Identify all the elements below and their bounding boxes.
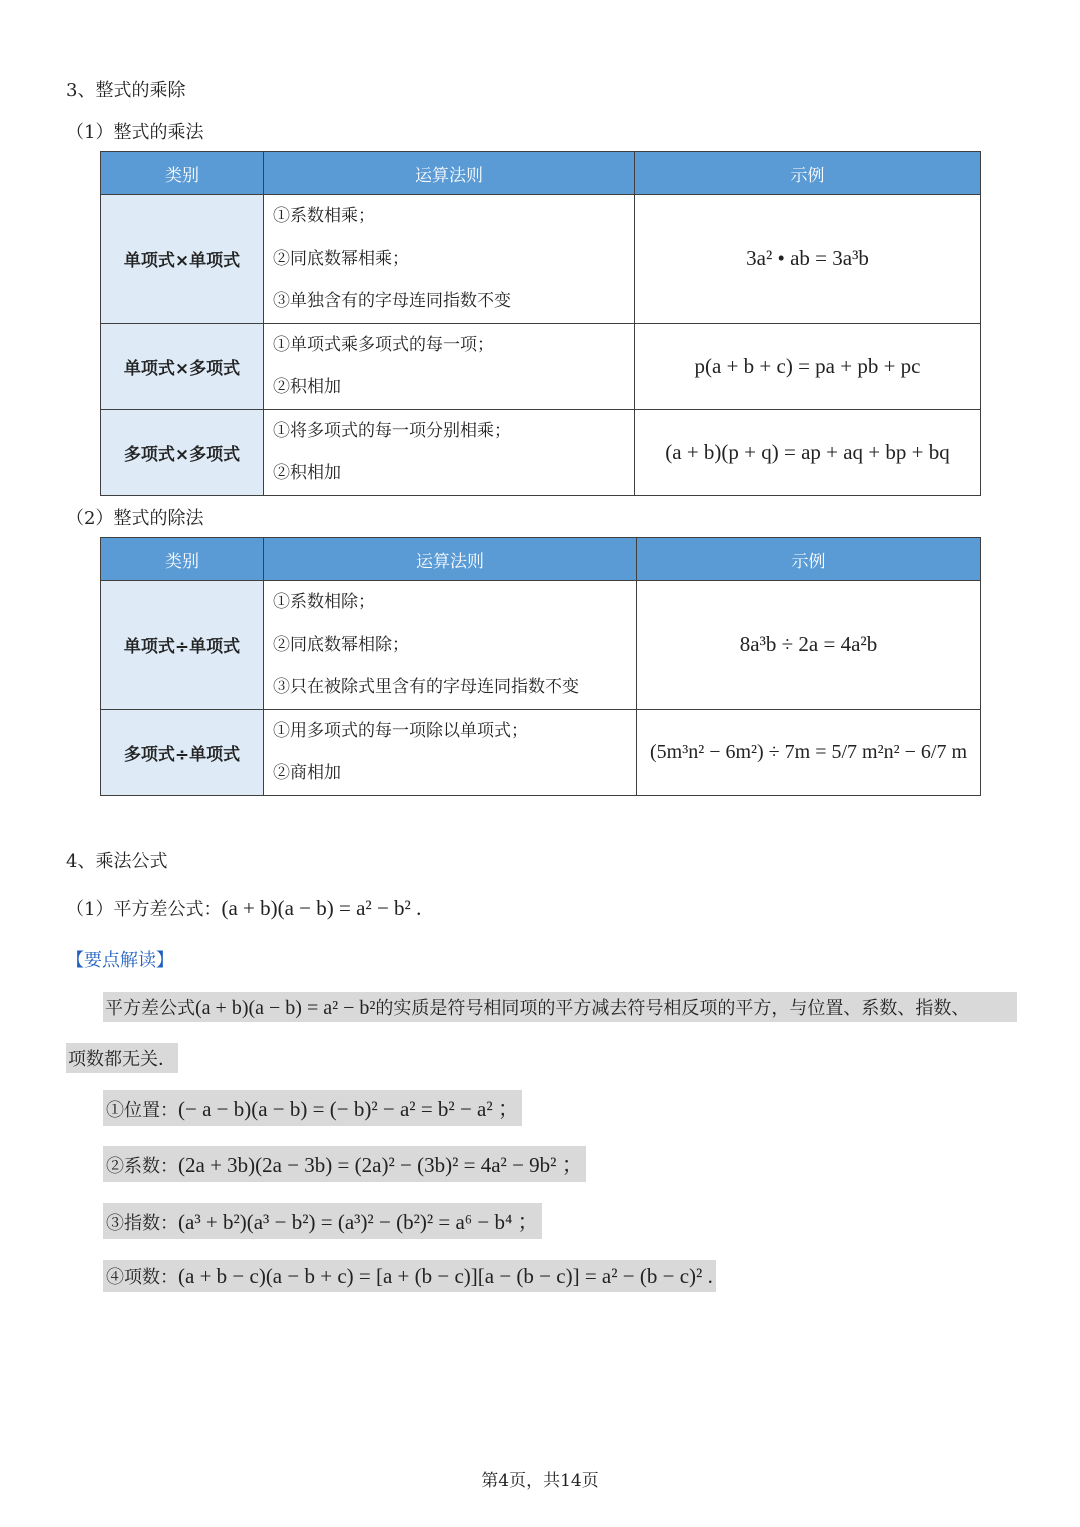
header-rule: 运算法则 <box>264 152 635 195</box>
formula-label: （1）平方差公式： <box>66 899 222 920</box>
keypoint-label: 【要点解读】 <box>66 950 174 971</box>
rule-line: ③只在被除式里含有的字母连同指数不变 <box>273 677 579 697</box>
rule-line: ①用多项式的每一项除以单项式； <box>273 720 528 741</box>
item-formula: (2a + 3b)(2a − 3b) = (2a)² − (3b)² = 4a² − 9b² ； <box>178 1153 583 1177</box>
item-label: ③指数： <box>106 1213 178 1234</box>
division-subtitle: （2）整式的除法 <box>66 508 204 529</box>
multiplication-table <box>100 151 981 496</box>
section-4-title: 4、乘法公式 <box>66 851 168 872</box>
rule-line: ①单项式乘多项式的每一项； <box>273 334 494 355</box>
rule-line: ①将多项式的每一项分别相乘； <box>273 420 511 441</box>
example-position <box>103 1090 522 1126</box>
item-formula: (a³ + b²)(a³ − b²) = (a³)² − (b²)² = a⁶ − b⁴ ； <box>178 1210 539 1234</box>
item-label: ①位置： <box>106 1100 178 1121</box>
rule-line: ②积相加 <box>273 377 341 397</box>
rule-line: ②同底数幂相除； <box>273 634 409 655</box>
category-cell: 单项式×单项式 <box>101 195 264 324</box>
rule-line: ②同底数幂相乘； <box>273 248 409 269</box>
table-row <box>101 581 981 710</box>
table-header-row <box>101 538 981 581</box>
category-cell: 单项式÷单项式 <box>101 581 264 710</box>
rule-line: ①系数相乘； <box>273 206 375 226</box>
header-category: 类别 <box>101 152 264 195</box>
formula-expression: (a + b)(a − b) = a² − b² . <box>221 896 422 920</box>
item-formula: (a + b − c)(a − b + c) = [a + (b − c)][a − (b − c)] = a² − (b − c)² . <box>178 1264 713 1288</box>
example-cell: (5m³n² − 6m²) ÷ 7m = 5/7 m²n² − 6/7 m <box>637 709 981 795</box>
rule-line: ②积相加 <box>273 463 341 483</box>
item-label: ②系数： <box>106 1156 178 1177</box>
rule-cell <box>264 409 635 495</box>
page-footer: 第4页，共14页 <box>481 1471 599 1491</box>
table-row <box>101 195 981 324</box>
explanation-prefix: 平方差公式 <box>105 998 195 1019</box>
rule-cell <box>264 323 635 409</box>
explanation-suffix: 的实质是符号相同项的平方减去符号相反项的平方，与位置、系数、指数、 <box>375 998 970 1019</box>
table-row <box>101 323 981 409</box>
example-cell: p(a + b + c) = pa + pb + pc <box>635 323 981 409</box>
rule-cell <box>264 581 637 710</box>
example-term-count <box>103 1260 716 1292</box>
item-formula: (− a − b)(a − b) = (− b)² − a² = b² − a² ； <box>178 1097 519 1121</box>
header-category: 类别 <box>101 538 264 581</box>
item-label: ④项数： <box>106 1267 178 1288</box>
difference-of-squares-line <box>66 895 421 921</box>
example-cell: 8a³b ÷ 2a = 4a²b <box>637 581 981 710</box>
category-cell: 多项式÷单项式 <box>101 709 264 795</box>
example-coefficient <box>103 1146 586 1182</box>
table-row <box>101 709 981 795</box>
category-cell: 多项式×多项式 <box>101 409 264 495</box>
header-example: 示例 <box>635 152 981 195</box>
rule-cell <box>264 195 635 324</box>
explanation-line-1 <box>103 992 1017 1022</box>
rule-line: ③单独含有的字母连同指数不变 <box>273 291 511 311</box>
table-row <box>101 409 981 495</box>
rule-line: ②商相加 <box>273 763 341 783</box>
explanation-line-2: 项数都无关． <box>66 1043 178 1073</box>
division-table <box>100 537 981 796</box>
example-exponent <box>103 1203 542 1239</box>
header-rule: 运算法则 <box>264 538 637 581</box>
multiplication-subtitle: （1）整式的乘法 <box>66 122 204 143</box>
section-3-title: 3、整式的乘除 <box>66 80 186 101</box>
example-cell: 3a² • ab = 3a³b <box>635 195 981 324</box>
explanation-formula: (a + b)(a − b) = a² − b² <box>195 997 376 1019</box>
rule-cell <box>264 709 637 795</box>
table-header-row <box>101 152 981 195</box>
category-cell: 单项式×多项式 <box>101 323 264 409</box>
rule-line: ①系数相除； <box>273 592 375 612</box>
example-cell: (a + b)(p + q) = ap + aq + bp + bq <box>635 409 981 495</box>
header-example: 示例 <box>637 538 981 581</box>
